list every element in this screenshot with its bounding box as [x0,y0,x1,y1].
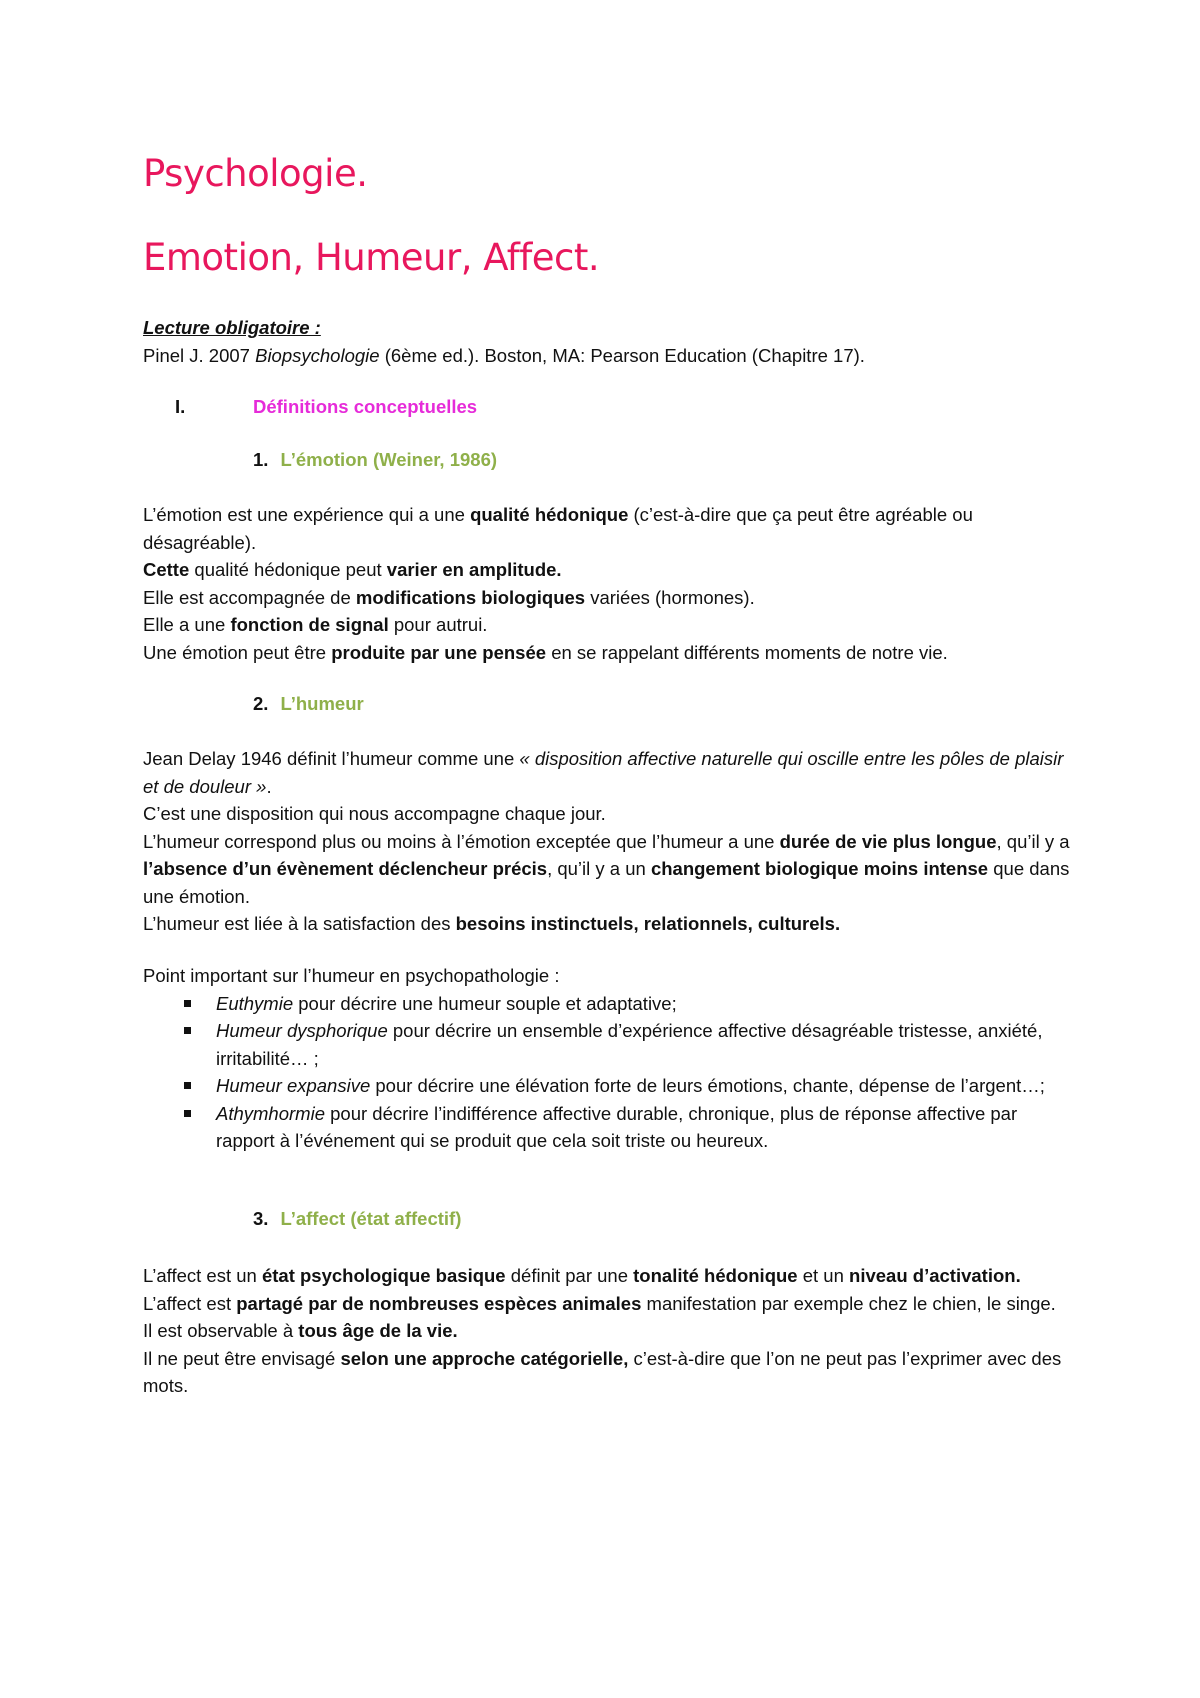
list-item: Athymhormie pour décrire l’indifférence affective durable, chronique, plus de réponse affective par rapport à l’événement qui se produit que cela soit triste ou heureux. [143,1100,1073,1155]
document-title: Psychologie. [143,152,368,195]
document-subtitle: Emotion, Humeur, Affect. [143,236,600,279]
list-item: Euthymie pour décrire une humeur souple et adaptative; [143,990,1073,1018]
affect-paragraph: L’affect est un état psychologique basique définit par une tonalité hédonique et un niveau d’activation. L’affect est partagé par de nombreuses espèces animales manifestation par exemple chez le chien, le singe. Il est observable à tous âge de la vie. Il ne peut être envisagé selon une approche catégorielle, c’est-à-dire que l’on ne peut pas l’exprimer avec des mots. [143,1265,1062,1396]
bullet-square-icon [184,1000,191,1007]
bullet-square-icon [184,1110,191,1117]
lecture-heading: Lecture obligatoire : [143,317,321,338]
bullet-square-icon [184,1027,191,1034]
section-number: I. [175,396,186,417]
list-item: Humeur expansive pour décrire une élévation forte de leurs émotions, chante, dépense de l’argent…; [143,1072,1073,1100]
humeur-paragraph: Jean Delay 1946 définit l’humeur comme une « disposition affective naturelle qui oscille entre les pôles de plaisir et de douleur ». C’est une disposition qui nous accompagne chaque jour. L’humeur correspond plus ou moins à l’émotion exceptée que l’humeur a une durée de vie plus longue, qu’il y a l’absence d’un évènement déclencheur précis, qu’il y a un changement biologique moins intense que dans une émotion. L’humeur est liée à la satisfaction des besoins instinctuels, relationnels, culturels. [143,748,1070,934]
psychopathology-intro: Point important sur l’humeur en psychopathologie : [143,965,560,986]
subsection-affect-heading: 3. L’affect (état affectif) [253,1208,462,1229]
section-title: Définitions conceptuelles [253,396,478,417]
humeur-psychopathology [143,962,1073,1155]
subsection-humeur-heading: 2. L’humeur [253,693,364,714]
list-item: Humeur dysphorique pour décrire un ensemble d’expérience affective désagréable tristesse, anxiété, irritabilité… ; [143,1017,1073,1072]
emotion-paragraph: L’émotion est une expérience qui a une qualité hédonique (c’est-à-dire que ça peut être agréable ou désagréable). Cette qualité hédonique peut varier en amplitude. Elle est accompagnée de modifications biologiques variées (hormones). Elle a une fonction de signal pour autrui. Une émotion peut être produite par une pensée en se rappelant différents moments de notre vie. [143,504,973,663]
lecture-block [143,314,1073,369]
subsection-emotion-heading: 1. L’émotion (Weiner, 1986) [253,449,498,470]
mood-types-list [143,990,1073,1155]
lecture-reference: Pinel J. 2007 Biopsychologie (6ème ed.). Boston, MA: Pearson Education (Chapitre 17). [143,344,865,366]
bullet-square-icon [184,1082,191,1089]
